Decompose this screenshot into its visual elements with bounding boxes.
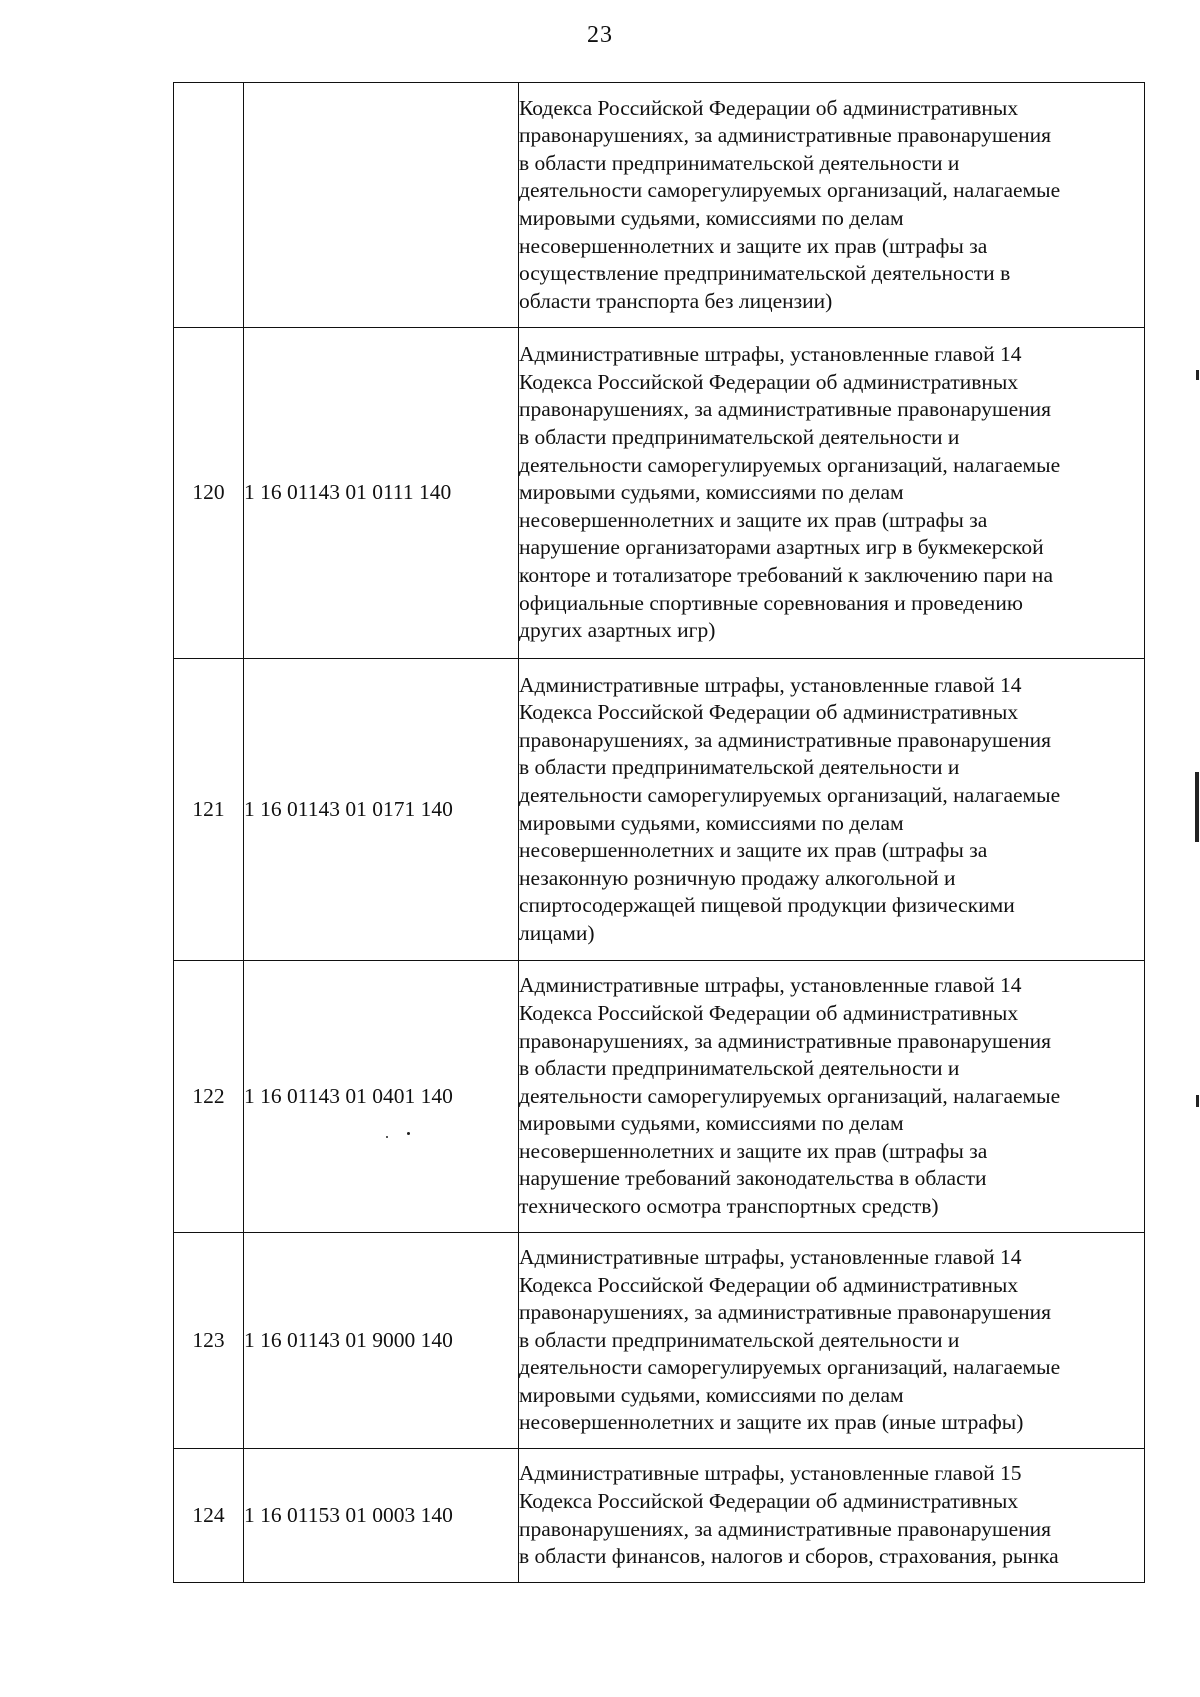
- description-line: правонарушениях, за административные правонарушения: [519, 1300, 1052, 1325]
- description-line: Административные штрафы, установленные главой 14: [519, 1244, 1022, 1269]
- description-line: деятельности саморегулируемых организаций, налагаемые: [519, 1083, 1061, 1108]
- description-line: технического осмотра транспортных средств): [519, 1194, 939, 1219]
- description-line: несовершеннолетних и защите их прав (штрафы за: [519, 233, 988, 258]
- description-line: Административные штрафы, установленные главой 15: [519, 1461, 1022, 1486]
- description-line: Кодекса Российской Федерации об административных: [519, 369, 1019, 394]
- scan-edge-mark: [1196, 370, 1199, 380]
- description-line: осуществление предпринимательской деятельности в: [519, 261, 1011, 286]
- description-line: правонарушениях, за административные правонарушения: [519, 1028, 1052, 1053]
- description-line: лицами): [519, 920, 595, 945]
- description-line: незаконную розничную продажу алкогольной и: [519, 865, 956, 890]
- description-cell: [519, 328, 1145, 659]
- description-line: правонарушениях, за административные правонарушения: [519, 727, 1052, 752]
- description-line: несовершеннолетних и защите их прав (штрафы за: [519, 838, 988, 863]
- fines-table: [173, 82, 1145, 1583]
- description-line: мировыми судьями, комиссиями по делам: [519, 1382, 904, 1407]
- description-line: мировыми судьями, комиссиями по делам: [519, 1111, 904, 1136]
- description-line: Административные штрафы, установленные главой 14: [519, 342, 1022, 367]
- table-row: [174, 659, 1145, 961]
- description-line: несовершеннолетних и защите их прав (штрафы за: [519, 1138, 988, 1163]
- description-line: деятельности саморегулируемых организаций, налагаемые: [519, 1355, 1061, 1380]
- row-number-cell: [174, 83, 244, 328]
- description-line: мировыми судьями, комиссиями по делам: [519, 206, 904, 230]
- table-row: [174, 1233, 1145, 1449]
- budget-code-cell: 1 16 01143 01 0171 140: [244, 659, 519, 961]
- row-number-cell: 120: [174, 328, 244, 659]
- description-line: в области предпринимательской деятельности и: [519, 1327, 960, 1352]
- row-number-cell: 124: [174, 1449, 244, 1583]
- description-line: деятельности саморегулируемых организаций, налагаемые: [519, 178, 1061, 203]
- table-row: [174, 83, 1145, 328]
- description-line: спиртосодержащей пищевой продукции физическими: [519, 893, 1015, 918]
- description-cell: [519, 961, 1145, 1233]
- table-row: [174, 961, 1145, 1233]
- scan-edge-mark: [1196, 1095, 1199, 1107]
- description-cell: [519, 83, 1145, 328]
- scan-speck: [386, 1136, 388, 1138]
- budget-code-cell: 1 16 01143 01 9000 140: [244, 1233, 519, 1449]
- description-line: Кодекса Российской Федерации об административных: [519, 700, 1019, 725]
- description-cell: [519, 659, 1145, 961]
- scan-edge-mark: [1195, 772, 1199, 842]
- description-line: несовершеннолетних и защите их прав (иные штрафы): [519, 1410, 1024, 1435]
- description-line: Административные штрафы, установленные главой 14: [519, 672, 1022, 697]
- description-line: деятельности саморегулируемых организаций, налагаемые: [519, 782, 1061, 807]
- budget-code-cell: 1 16 01153 01 0003 140: [244, 1449, 519, 1583]
- description-line: мировыми судьями, комиссиями по делам: [519, 810, 904, 835]
- description-line: несовершеннолетних и защите их прав (штрафы за: [519, 507, 988, 532]
- description-line: Кодекса Российской Федерации об административных: [519, 95, 1019, 120]
- description-line: официальные спортивные соревнования и проведению: [519, 590, 1023, 615]
- description-line: Кодекса Российской Федерации об административных: [519, 1000, 1019, 1025]
- table-body: [174, 83, 1145, 1583]
- description-line: нарушение требований законодательства в области: [519, 1166, 987, 1191]
- budget-code-cell: 1 16 01143 01 0401 140: [244, 961, 519, 1233]
- row-number-cell: 121: [174, 659, 244, 961]
- description-line: Административные штрафы, установленные главой 14: [519, 973, 1022, 998]
- budget-code-cell: [244, 83, 519, 328]
- description-line: мировыми судьями, комиссиями по делам: [519, 480, 904, 505]
- description-line: конторе и тотализаторе требований к заключению пари на: [519, 562, 1053, 587]
- table-row: [174, 328, 1145, 659]
- table-row: [174, 1449, 1145, 1583]
- page-number: 23: [587, 22, 613, 48]
- description-line: Кодекса Российской Федерации об административных: [519, 1272, 1019, 1297]
- description-line: в области финансов, налогов и сборов, страхования, рынка: [519, 1544, 1059, 1569]
- description-line: правонарушениях, за административные правонарушения: [519, 123, 1052, 148]
- description-cell: [519, 1449, 1145, 1583]
- description-line: в области предпринимательской деятельности и: [519, 150, 960, 175]
- scan-speck: [407, 1132, 410, 1135]
- description-cell: [519, 1233, 1145, 1449]
- description-line: правонарушениях, за административные правонарушения: [519, 1516, 1052, 1541]
- description-line: других азартных игр): [519, 618, 716, 643]
- description-line: области транспорта без лицензии): [519, 288, 833, 313]
- budget-code-cell: 1 16 01143 01 0111 140: [244, 328, 519, 659]
- row-number-cell: 123: [174, 1233, 244, 1449]
- description-line: нарушение организаторами азартных игр в букмекерской: [519, 535, 1044, 560]
- row-number-cell: 122: [174, 961, 244, 1233]
- description-line: в области предпринимательской деятельности и: [519, 1056, 960, 1081]
- description-line: в области предпринимательской деятельности и: [519, 755, 960, 780]
- description-line: в области предпринимательской деятельности и: [519, 425, 960, 450]
- description-line: деятельности саморегулируемых организаций, налагаемые: [519, 452, 1061, 477]
- description-line: Кодекса Российской Федерации об административных: [519, 1488, 1019, 1513]
- description-line: правонарушениях, за административные правонарушения: [519, 397, 1052, 422]
